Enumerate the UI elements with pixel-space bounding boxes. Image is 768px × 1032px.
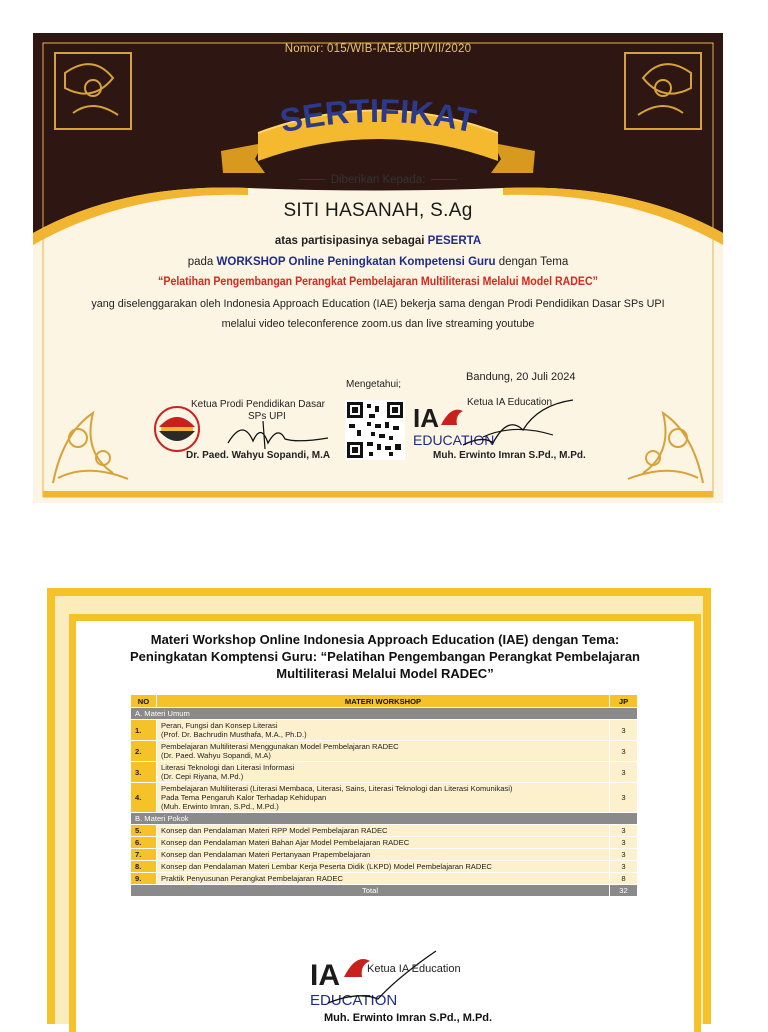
table-row: 9. Praktik Penyusunan Perangkat Pembelajaran RADEC 8 <box>131 873 638 885</box>
upi-logo <box>153 405 205 453</box>
theme-title: “Pelatihan Pengembangan Perangkat Pembelajaran Multiliterasi Melalui Model RADEC” <box>158 276 598 288</box>
total-value: 32 <box>610 885 638 897</box>
acknowledged-label: Mengetahui; <box>346 379 402 390</box>
header-jp: JP <box>610 695 638 708</box>
svg-text:EDUCATION: EDUCATION <box>413 432 495 448</box>
table-row: 5. Konsep dan Pendalaman Materi RPP Model Pembelajaran RADEC 3 <box>131 825 638 837</box>
left-signer-role: Ketua Prodi Pendidikan Dasar <box>191 399 325 410</box>
qr-code <box>345 400 405 460</box>
event-name: WORKSHOP Online Peningkatan Kompetensi Guru <box>216 256 496 268</box>
total-label: Total <box>131 885 610 897</box>
event-line: pada WORKSHOP Online Peningkatan Kompetensi Guru dengan Tema <box>187 256 569 268</box>
total-row <box>131 885 638 897</box>
table-header-row <box>131 695 638 708</box>
materi-signer-name: Muh. Erwinto Imran S.Pd., M.Pd. <box>324 1012 493 1024</box>
svg-text:IA: IA <box>413 403 439 433</box>
recipient-name: SITI HASANAH, S.Ag <box>283 200 473 221</box>
table-row: 2. Pembelajaran Multiliterasi Menggunakan Model Pembelajaran RADEC (Dr. Paed. Wahyu Sopandi, M.A) 3 <box>131 741 638 762</box>
svg-text:IA: IA <box>310 959 340 992</box>
svg-text:EDUCATION: EDUCATION <box>310 992 398 1007</box>
right-signer-role: Ketua IA Education <box>467 397 553 408</box>
table-row: 1. Peran, Fungsi dan Konsep Literasi (Prof. Dr. Bachrudin Musthafa, M.A., Ph.D.) 3 <box>131 720 638 741</box>
certificate-number: Nomor: 015/WIB-IAE&UPI/VII/2020 <box>284 43 472 55</box>
table-row: 3. Literasi Teknologi dan Literasi Informasi (Dr. Cepi Riyana, M.Pd.) 3 <box>131 762 638 783</box>
header-materi: MATERI WORKSHOP <box>157 695 610 708</box>
given-to-label: Diberikan Kepada: <box>33 174 723 186</box>
materi-page <box>47 588 711 1024</box>
table-row: 4. Pembelajaran Multiliterasi (Literasi Membaca, Literasi, Sains, Literasi Teknologi dan Literasi Komunikasi) Pada Tema Pengaruh Kalor Terhadap Kehidupan (Muh. Erwinto Imran, S.Pd., M.Pd.) 3 <box>131 783 638 813</box>
certificate-title-ribbon <box>33 73 723 183</box>
materi-title-line-3: Multiliterasi Melalui Model RADEC” <box>276 666 494 681</box>
section-row-b <box>131 813 638 825</box>
table-row: 7. Konsep dan Pendalaman Materi Pertanyaan Prapembelajaran 3 <box>131 849 638 861</box>
participation-line: atas partisipasinya sebagai PESERTA <box>274 235 482 247</box>
organizer-line: yang diselenggarakan oleh Indonesia Approach Education (IAE) bekerja sama dengan Prodi Pendidikan Dasar SPs UPI <box>91 298 665 310</box>
medium-line: melalui video teleconference zoom.us dan live streaming youtube <box>221 318 535 330</box>
ornament-bottom-left <box>53 413 128 483</box>
role-label: PESERTA <box>427 235 482 247</box>
materi-table <box>130 694 638 897</box>
right-signer-name: Muh. Erwinto Imran S.Pd., M.Pd. <box>433 450 586 461</box>
materi-frame <box>69 614 701 1032</box>
materi-title-line-2: Peningkatan Komptensi Guru: “Pelatihan Pengembangan Perangkat Pembelajaran <box>129 649 640 664</box>
table-row: 8. Konsep dan Pendalaman Materi Lembar Kerja Peserta Didik (LKPD) Model Pembelajaran RADEC 3 <box>131 861 638 873</box>
section-row-a <box>131 708 638 720</box>
section-b-label: B. Materi Pokok <box>131 813 638 825</box>
left-signer-role-2: SPs UPI <box>248 411 286 422</box>
table-row: 6. Konsep dan Pendalaman Materi Bahan Ajar Model Pembelajaran RADEC 3 <box>131 837 638 849</box>
ornament-bottom-right <box>628 413 703 483</box>
certificate-title: SERTIFIKAT <box>276 91 480 140</box>
materi-title-line-1: Materi Workshop Online Indonesia Approach Education (IAE) dengan Tema: <box>150 632 620 647</box>
certificate <box>33 33 723 503</box>
materi-signer-role: Ketua IA Education <box>367 963 461 975</box>
place-date: Bandung, 20 Juli 2024 <box>466 371 576 383</box>
header-no: NO <box>131 695 157 708</box>
section-a-label: A. Materi Umum <box>131 708 638 720</box>
left-signature <box>223 413 333 453</box>
ia-education-logo-materi <box>308 947 438 1007</box>
right-signature <box>453 395 583 455</box>
left-signer-name: Dr. Paed. Wahyu Sopandi, M.A <box>186 450 331 461</box>
